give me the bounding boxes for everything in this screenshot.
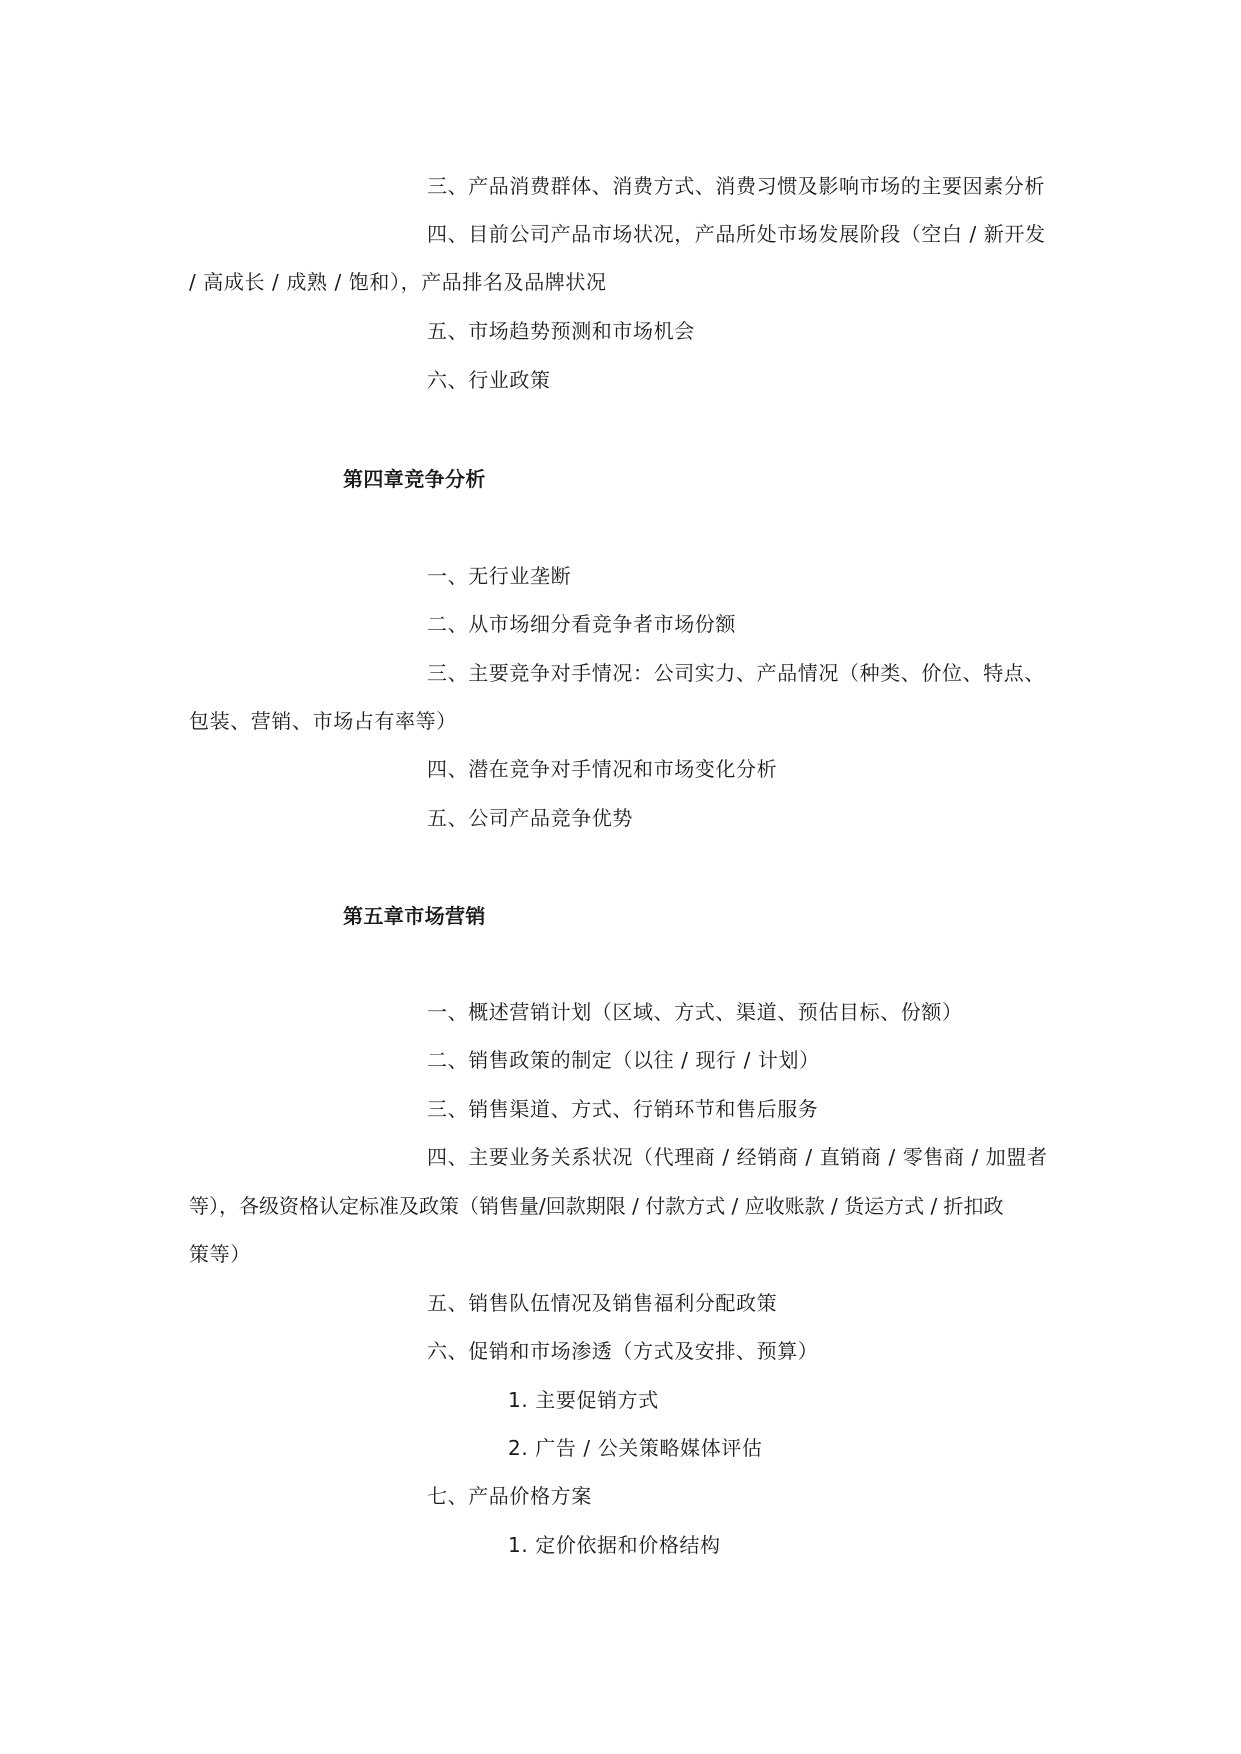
- list-item-continuation: 等），各级资格认定标准及政策（销售量/回款期限 / 付款方式 / 应收账款 / 货运方式 / 折扣政: [189, 1194, 1004, 1218]
- list-item: 四、目前公司产品市场状况，产品所处市场发展阶段（空白 / 新开发: [427, 222, 1046, 246]
- list-item: 六、促销和市场渗透（方式及安排、预算）: [427, 1339, 819, 1363]
- list-item: 五、销售队伍情况及销售福利分配政策: [427, 1291, 778, 1315]
- list-item: 四、主要业务关系状况（代理商 / 经销商 / 直销商 / 零售商 / 加盟者: [427, 1145, 1048, 1169]
- list-item: 三、主要竞争对手情况：公司实力、产品情况（种类、价位、特点、: [427, 661, 1045, 685]
- list-item: 五、公司产品竞争优势: [427, 806, 633, 830]
- sub-list-item: 2. 广告 / 公关策略媒体评估: [508, 1436, 763, 1460]
- list-item: 三、销售渠道、方式、行销环节和售后服务: [427, 1097, 819, 1121]
- list-item: 一、概述营销计划（区域、方式、渠道、预估目标、份额）: [427, 1000, 963, 1024]
- list-item: 三、产品消费群体、消费方式、消费习惯及影响市场的主要因素分析: [427, 174, 1045, 198]
- list-item-continuation: 包装、营销、市场占有率等）: [189, 709, 457, 733]
- list-item: 四、潜在竞争对手情况和市场变化分析: [427, 757, 778, 781]
- list-item: 二、从市场细分看竞争者市场份额: [427, 612, 736, 636]
- list-item: 七、产品价格方案: [427, 1484, 592, 1508]
- list-item: 六、行业政策: [427, 368, 551, 392]
- list-item: 二、销售政策的制定（以往 / 现行 / 计划）: [427, 1048, 820, 1072]
- list-item: 五、市场趋势预测和市场机会: [427, 319, 695, 343]
- chapter-heading: 第五章市场营销: [343, 904, 486, 928]
- list-item: 一、无行业垄断: [427, 564, 572, 588]
- sub-list-item: 1. 主要促销方式: [508, 1388, 659, 1412]
- list-item-continuation: 策等）: [189, 1242, 251, 1266]
- sub-list-item: 1. 定价依据和价格结构: [508, 1533, 721, 1557]
- list-item-continuation: / 高成长 / 成熟 / 饱和），产品排名及品牌状况: [189, 270, 607, 294]
- chapter-heading: 第四章竞争分析: [343, 467, 486, 491]
